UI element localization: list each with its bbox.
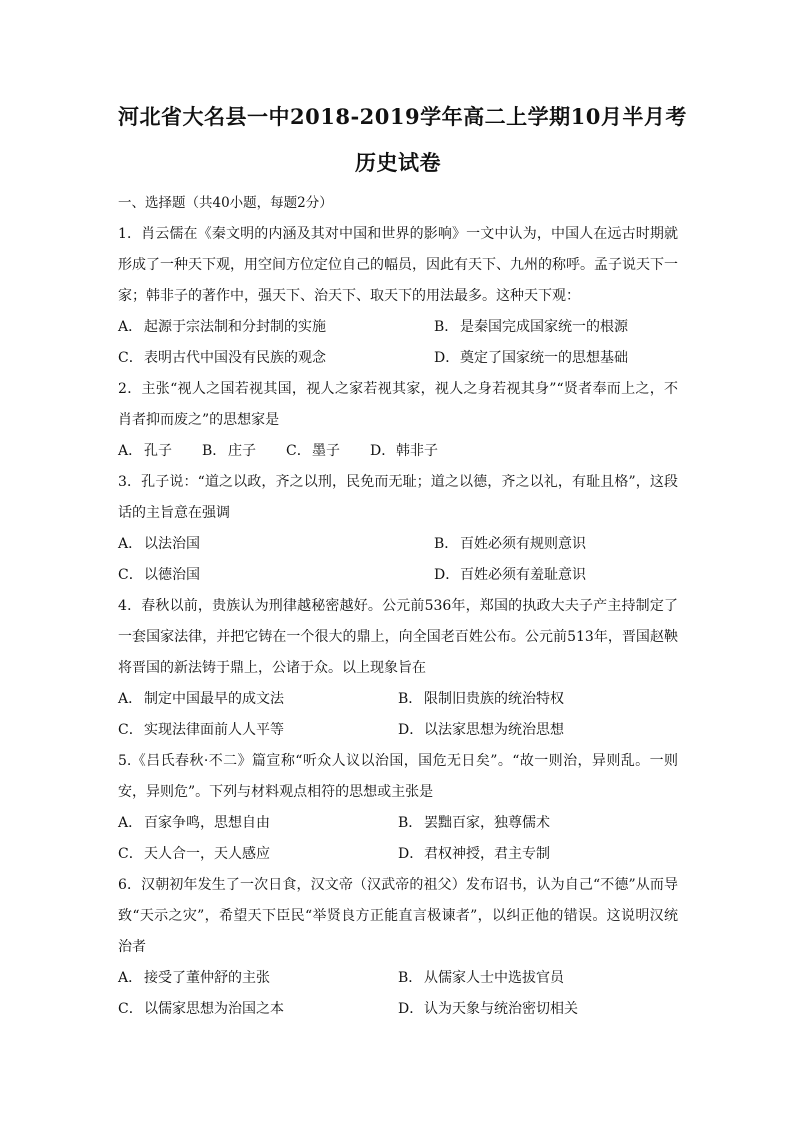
option-c: C．实现法律面前人人平等 <box>118 722 284 738</box>
question-stem: 3．孔子说：“道之以政，齐之以刑，民免而无耻；道之以德，齐之以礼，有耻且格”，这段话的主旨意在强调 <box>118 474 678 521</box>
option-c: C．表明古代中国没有民族的观念 <box>118 350 326 366</box>
option-a: A． 起源于宗法制和分封制的实施 <box>118 319 326 335</box>
option-c: C．以德治国 <box>118 567 200 583</box>
option-c: C．墨子 <box>286 443 340 459</box>
option-c: C．以儒家思想为治国之本 <box>118 1001 284 1017</box>
option-list <box>118 312 678 374</box>
question-stem: 1．肖云儒在《秦文明的内涵及其对中国和世界的影响》一文中认为，中国人在远古时期就形成了一种天下观，用空间方位定位自己的幅员，因此有天下、九州的称呼。孟子说天下一家；韩非子的著作中，强天下、治天下、取天下的用法最多。这种天下观： <box>118 226 678 304</box>
option-a: A． 百家争鸣，思想自由 <box>118 815 270 831</box>
question-stem: 6．汉朝初年发生了一次日食，汉文帝（汉武帝的祖父）发布诏书，认为自己“不德”从而导致“天示之灾”，希望天下臣民“举贤良方正能直言极谏者”，以纠正他的错误。这说明汉统治者 <box>118 877 678 955</box>
question-stem: 2．主张“视人之国若视其国，视人之家若视其家，视人之身若视其身”“贤者奉而上之，不肖者抑而废之”的思想家是 <box>118 381 678 428</box>
option-a: A． 接受了董仲舒的主张 <box>118 970 270 986</box>
exam-title: 河北省大名县一中2018-2019学年高二上学期10月半月考 <box>118 104 687 129</box>
option-b: B． 百姓必须有规则意识 <box>434 536 586 552</box>
option-d: D．奠定了国家统一的思想基础 <box>434 350 628 366</box>
option-d: D．韩非子 <box>370 443 438 459</box>
question-4 <box>118 591 678 746</box>
option-d: D．君权神授，君主专制 <box>398 846 550 862</box>
option-list <box>118 808 678 870</box>
option-list <box>118 963 678 1025</box>
option-list <box>118 436 678 467</box>
option-d: D．以法家思想为统治思想 <box>398 722 564 738</box>
option-a: A． 以法治国 <box>118 536 200 552</box>
option-d: D．百姓必须有羞耻意识 <box>434 567 586 583</box>
exam-subtitle: 历史试卷 <box>355 150 441 175</box>
question-5 <box>118 746 678 870</box>
question-6 <box>118 870 678 1025</box>
question-stem: 4．春秋以前，贵族认为刑律越秘密越好。公元前536年，郑国的执政大夫子产主持制定了一套国家法律，并把它铸在一个很大的鼎上，向全国老百姓公布。公元前513年，晋国赵鞅将晋国的新法铸于鼎上，公诸于众。以上现象旨在 <box>118 598 678 676</box>
option-b: B． 罢黜百家，独尊儒术 <box>398 815 550 831</box>
question-stem: 5.《吕氏春秋·不二》篇宣称“听众人议以治国，国危无日矣”。“故一则治，异则乱。一则安，异则危”。下列与材料观点相符的思想或主张是 <box>118 753 678 800</box>
option-a: A． 制定中国最早的成文法 <box>118 691 284 707</box>
question-3 <box>118 467 678 591</box>
option-list <box>118 684 678 746</box>
option-b: B． 是秦国完成国家统一的根源 <box>434 319 628 335</box>
option-b: B． 庄子 <box>202 443 256 459</box>
question-1 <box>118 219 678 374</box>
option-c: C．天人合一，天人感应 <box>118 846 270 862</box>
question-2 <box>118 374 678 467</box>
option-a: A． 孔子 <box>118 443 172 459</box>
option-d: D．认为天象与统治密切相关 <box>398 1001 578 1017</box>
section-header: 一、选择题（共40小题，每题2分） <box>118 195 333 211</box>
option-b: B． 从儒家人士中选拔官员 <box>398 970 564 986</box>
option-b: B． 限制旧贵族的统治特权 <box>398 691 564 707</box>
exam-page <box>118 96 687 1025</box>
option-list <box>118 529 678 591</box>
